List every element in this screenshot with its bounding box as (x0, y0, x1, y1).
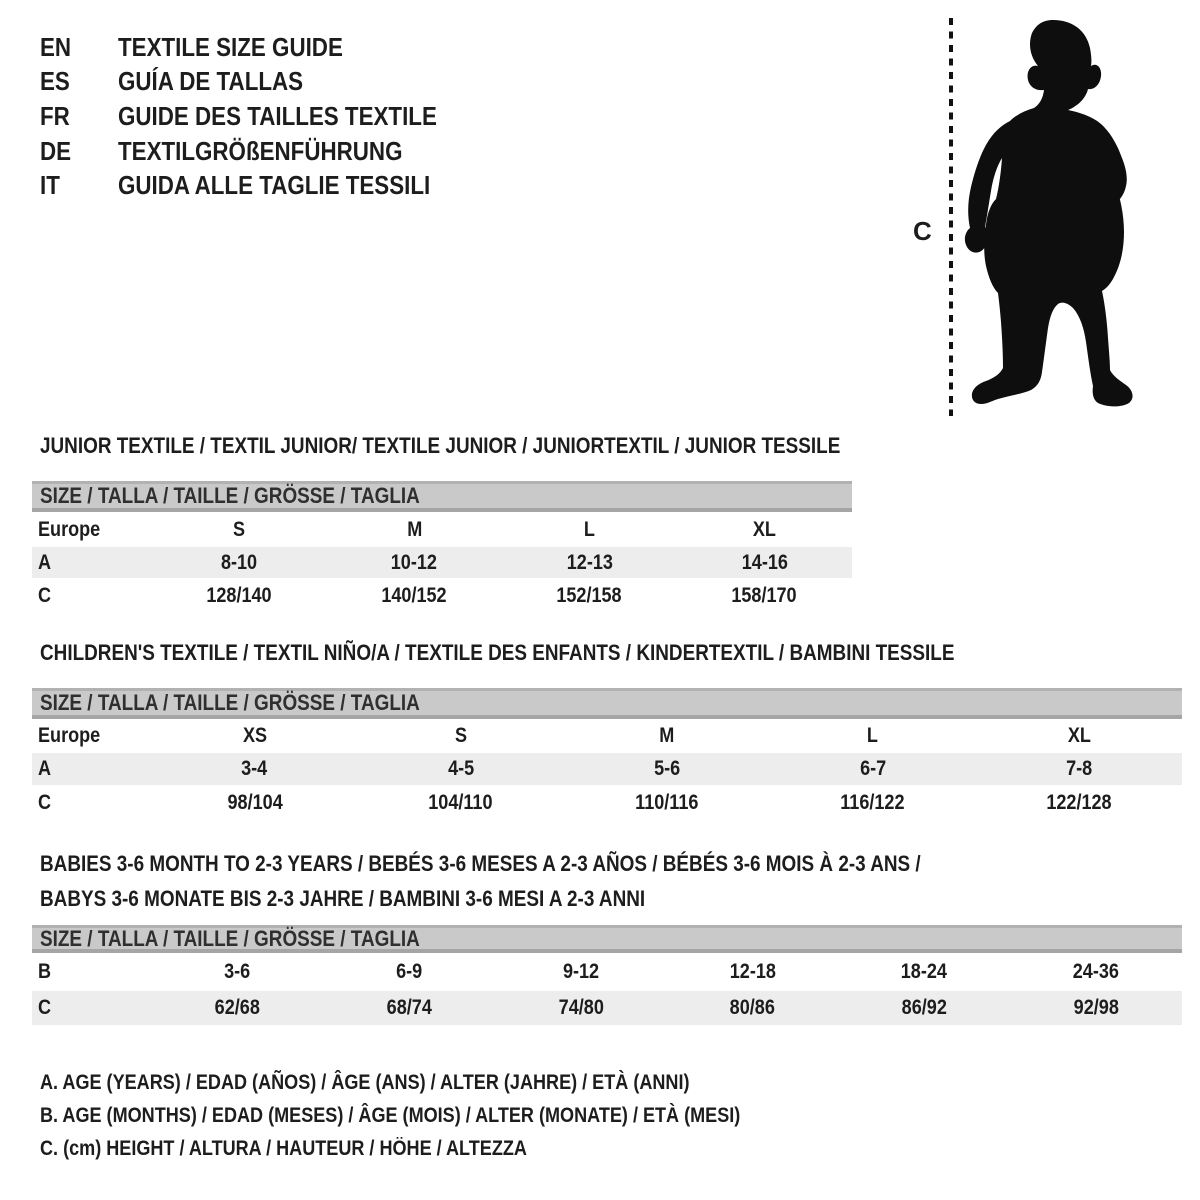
value-text: 116/122 (840, 790, 906, 814)
height-measure-label: C (913, 216, 932, 246)
babies-title-text: BABYS 3-6 MONATE BIS 2-3 JAHRE / BAMBINI 3-6 MESI A 2-3 ANNI (40, 885, 646, 911)
babies-section-title (40, 846, 1064, 916)
babies-size-table (32, 953, 1182, 1025)
lang-code-text: FR (40, 100, 70, 131)
toddler-body-shape (965, 20, 1133, 406)
children-table (32, 688, 1182, 820)
value-cell (495, 953, 667, 991)
size-text: XL (752, 517, 776, 541)
lang-title-text: TEXTILE SIZE GUIDE (118, 31, 343, 62)
row-label-text: B (38, 960, 52, 983)
size-text: L (867, 724, 879, 747)
legend-line-a (40, 1066, 854, 1099)
babies-title-text: BABIES 3-6 MONTH TO 2-3 YEARS / BEBÉS 3-6 MESES A 2-3 AÑOS / BÉBÉS 3-6 MOIS À 2-3 ANS / (40, 850, 921, 876)
value-text: 68/74 (386, 996, 432, 1019)
value-cell (838, 991, 1010, 1025)
junior-size-table (32, 512, 852, 614)
value-text: 110/116 (635, 790, 699, 814)
table-row (32, 578, 852, 614)
legend-text: A. AGE (YEARS) / EDAD (AÑOS) / ÂGE (ANS) / ALTER (JAHRE) / ETÀ (ANNI) (40, 1070, 690, 1094)
lang-code-en (40, 32, 118, 63)
region-label-text: Europe (38, 517, 101, 541)
value-text: 6-7 (859, 757, 886, 780)
row-label (32, 547, 152, 578)
lang-code-text: EN (40, 31, 72, 62)
lang-title-es (118, 66, 333, 97)
row-label (32, 512, 152, 547)
value-cell (564, 753, 770, 785)
legend-text: B. AGE (MONTHS) / EDAD (MESES) / ÂGE (MOIS) / ALTER (MONATE) / ETÀ (MESI) (40, 1103, 741, 1127)
value-text: 158/170 (731, 584, 798, 607)
lang-row-it (40, 168, 489, 203)
value-text: 122/128 (1046, 790, 1112, 814)
size-text: L (583, 517, 595, 541)
table-row (32, 785, 1182, 820)
size-text: M (659, 724, 675, 747)
value-cell (976, 753, 1182, 785)
lang-code-text: IT (40, 170, 60, 201)
row-label-text: A (38, 550, 52, 574)
value-text: 24-36 (1072, 960, 1120, 983)
children-size-table (32, 719, 1182, 820)
table-row (32, 719, 1182, 753)
children-size-header-bar (32, 688, 1182, 719)
value-cell (327, 578, 502, 614)
lang-row-es (40, 65, 489, 100)
toddler-silhouette (900, 8, 1200, 423)
value-text: 86/92 (901, 996, 947, 1019)
value-cell (152, 547, 327, 578)
size-cell (152, 512, 327, 547)
value-text: 10-12 (391, 550, 438, 574)
language-title-list (40, 30, 489, 203)
lang-row-en (40, 30, 489, 65)
value-cell (323, 953, 495, 991)
junior-section-title (40, 433, 971, 459)
babies-title-line1 (40, 846, 1064, 881)
value-text: 128/140 (206, 584, 272, 607)
row-label-text: C (38, 996, 52, 1019)
size-cell (770, 719, 976, 753)
table-row (32, 753, 1182, 785)
value-cell (838, 953, 1010, 991)
children-title-text: CHILDREN'S TEXTILE / TEXTIL NIÑO/A / TEXTILE DES ENFANTS / KINDERTEXTIL / BAMBINI TESSILE (40, 640, 955, 665)
value-cell (677, 547, 852, 578)
size-cell (976, 719, 1182, 753)
legend-text: C. (cm) HEIGHT / ALTURA / HAUTEUR / HÖHE / ALTEZZA (40, 1136, 527, 1160)
children-section-title (40, 640, 1103, 666)
value-cell (327, 547, 502, 578)
table-row (32, 991, 1182, 1025)
value-cell (1010, 991, 1182, 1025)
lang-code-es (40, 66, 118, 97)
size-cell (152, 719, 358, 753)
legend-line-b (40, 1099, 854, 1132)
size-cell (502, 512, 677, 547)
size-header-text: SIZE / TALLA / TAILLE / GRÖSSE / TAGLIA (40, 925, 420, 951)
value-text: 92/98 (1073, 996, 1119, 1019)
lang-title-de (118, 136, 449, 167)
value-text: 8-10 (221, 550, 258, 574)
row-label (32, 785, 152, 820)
value-cell (152, 991, 324, 1025)
row-label (32, 753, 152, 785)
value-text: 14-16 (741, 550, 788, 574)
value-text: 12-18 (729, 960, 776, 983)
size-text: XS (242, 724, 267, 747)
table-row (32, 953, 1182, 991)
value-text: 152/158 (556, 584, 623, 607)
table-row (32, 512, 852, 547)
value-cell (976, 785, 1182, 820)
size-text: XL (1067, 724, 1091, 747)
row-label-text: C (38, 584, 52, 607)
lang-title-fr (118, 101, 489, 132)
lang-title-text: TEXTILGRÖßENFÜHRUNG (118, 135, 403, 166)
junior-table (32, 481, 852, 614)
lang-row-fr (40, 99, 489, 134)
value-cell (495, 991, 667, 1025)
value-text: 4-5 (447, 757, 474, 780)
size-cell (358, 719, 564, 753)
value-cell (667, 991, 839, 1025)
lang-code-fr (40, 101, 118, 132)
region-label-text: Europe (38, 724, 101, 747)
value-text: 98/104 (227, 790, 283, 814)
row-label (32, 991, 152, 1025)
row-label (32, 578, 152, 614)
lang-title-en (118, 32, 379, 63)
lang-row-de (40, 134, 489, 169)
value-text: 140/152 (381, 584, 447, 607)
lang-title-text: GUÍA DE TALLAS (118, 66, 304, 97)
value-cell (323, 991, 495, 1025)
junior-title-text: JUNIOR TEXTILE / TEXTIL JUNIOR/ TEXTILE JUNIOR / JUNIORTEXTIL / JUNIOR TESSILE (40, 433, 841, 458)
value-text: 12-13 (566, 550, 613, 574)
value-cell (677, 578, 852, 614)
value-cell (770, 785, 976, 820)
value-cell (358, 785, 564, 820)
row-label (32, 719, 152, 753)
size-cell (327, 512, 502, 547)
value-text: 62/68 (214, 996, 261, 1019)
size-text: S (233, 517, 246, 541)
babies-size-header-bar (32, 925, 1182, 953)
lang-code-de (40, 136, 118, 167)
legend-line-c (40, 1132, 854, 1165)
lang-title-it (118, 170, 481, 201)
size-cell (564, 719, 770, 753)
value-cell (152, 753, 358, 785)
value-cell (1010, 953, 1182, 991)
value-text: 9-12 (562, 960, 599, 983)
value-text: 3-4 (241, 757, 268, 780)
value-text: 3-6 (224, 960, 251, 983)
value-text: 5-6 (653, 757, 680, 780)
table-row (32, 547, 852, 578)
legend (40, 1066, 854, 1165)
value-cell (152, 578, 327, 614)
value-cell (770, 753, 976, 785)
value-cell (358, 753, 564, 785)
junior-size-header-bar (32, 481, 852, 512)
value-cell (667, 953, 839, 991)
babies-table (32, 925, 1182, 1025)
row-label-text: C (38, 790, 52, 814)
value-text: 80/86 (730, 996, 776, 1019)
size-header-text: SIZE / TALLA / TAILLE / GRÖSSE / TAGLIA (40, 690, 420, 715)
babies-title-line2 (40, 881, 1064, 916)
value-text: 7-8 (1065, 757, 1092, 780)
value-cell (564, 785, 770, 820)
value-cell (502, 547, 677, 578)
row-label-text: A (38, 757, 52, 780)
value-text: 18-24 (901, 960, 948, 983)
value-text: 6-9 (396, 960, 423, 983)
lang-code-it (40, 170, 118, 201)
row-label (32, 953, 152, 991)
value-cell (152, 785, 358, 820)
size-text: M (406, 517, 422, 541)
lang-title-text: GUIDE DES TAILLES TEXTILE (118, 100, 437, 131)
lang-title-text: GUIDA ALLE TAGLIE TESSILI (118, 170, 431, 201)
lang-code-text: ES (40, 66, 70, 97)
size-header-text: SIZE / TALLA / TAILLE / GRÖSSE / TAGLIA (40, 483, 420, 508)
size-text: S (454, 724, 467, 747)
value-text: 74/80 (558, 996, 604, 1019)
lang-code-text: DE (40, 135, 72, 166)
value-cell (502, 578, 677, 614)
size-cell (677, 512, 852, 547)
value-cell (152, 953, 324, 991)
value-text: 104/110 (428, 790, 493, 814)
